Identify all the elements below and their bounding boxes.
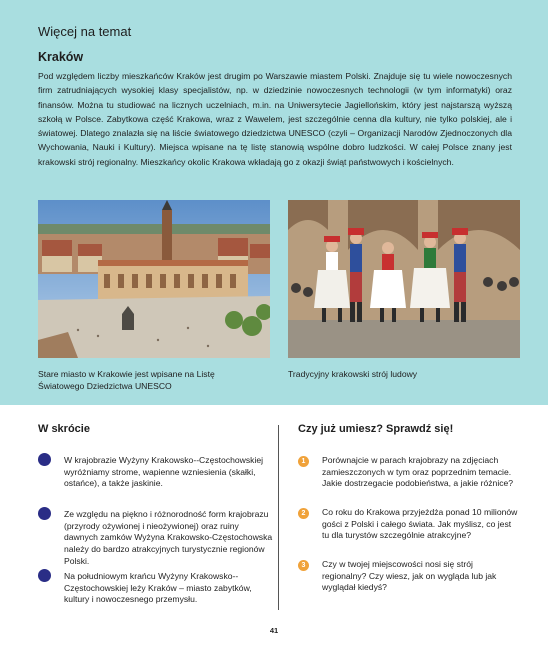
quiz-question: Czy w twojej miejscowości nosi się strój regionalny? Czy wiesz, jak on wygląda lub jak wyglądał kiedyś? (322, 559, 497, 593)
question-number-badge: 3 (298, 560, 309, 571)
summary-title: W skrócie (38, 423, 90, 435)
summary-item: W krajobrazie Wyżyny Krakowsko--Częstochowskiej wyróżniamy strome, wapienne wzniesienia (skałki, ostańce), a także jaskinie. (64, 455, 264, 489)
summary-item: Na południowym krańcu Wyżyny Krakowsko--Częstochowskiej leży Kraków – miasto zabytków, kultury i nowoczesnego przemysłu. (64, 571, 252, 605)
bullet-dot-icon (38, 569, 51, 582)
page-number: 41 (269, 626, 279, 635)
bullet-dot-icon (38, 453, 51, 466)
krakow-old-town-photo (38, 200, 270, 358)
folk-costume-photo (288, 200, 520, 358)
section-title: Więcej na temat (38, 24, 132, 39)
photo-caption-old-town: Stare miasto w Krakowie jest wpisane na Listę Światowego Dziedzictwa UNESCO (38, 369, 215, 391)
photo-caption-folk-costume: Tradycyjny krakowski strój ludowy (288, 369, 418, 379)
article-text: Pod względem liczby mieszkańców Kraków jest drugim po Warszawie miastem Polski. Znajduje się tu wiele nowoczesnych firm zatrudniających wysokiej klasy specjalistów, np. w dziedzinie nowoczesnych technologii (w tym informatyki) oraz finansów. Można tu studiować na licznych uczelniach, m.in. na Uniwersytecie Jagiellońskim, który jest najstarszą wyższą szkołą w Polsce. Zabytkowa część Krakowa, wraz z Wawelem, jest szczególnie cenna dla kultury, nie tylko polskiej, ale i światowej. Dlatego znalazła się na liście światowego dziedzictwa UNESCO (czyli – Organizacji Narodów Zjednoczonych dla Wychowania, Nauki i Kultury). Miejsca wpisane na tę listę stanowią wspólne dobro ludzkości. W całej Polsce znany jest krakowski strój regionalny. Mieszkańcy okolic Krakowa wkładają go z okazji świąt państwowych i kościelnych. (38, 71, 512, 167)
question-number-badge: 1 (298, 456, 309, 467)
summary-item: Ze względu na piękno i różnorodność form krajobrazu (przyrody ożywionej i nieożywionej) oraz ruiny dawnych zamków Wyżyna Krakowsko-Częstochowska należy do bardzo atrakcyjnych turystycznie regionów Polski. (64, 509, 273, 566)
question-number-badge: 2 (298, 508, 309, 519)
quiz-question: Co roku do Krakowa przyjeżdża ponad 10 milionów gości z Polski i całego świata. Jak myślisz, co jest tu dla turystów szczególnie atrakcyjne? (322, 507, 518, 541)
quiz-title: Czy już umiesz? Sprawdź się! (298, 423, 454, 435)
city-heading: Kraków (38, 50, 84, 64)
quiz-question: Porównajcie w parach krajobrazy na zdjęciach zamieszczonych w tym oraz poprzednim temacie. Jakie dostrzegacie podobieństwa, a jakie różnice? (322, 455, 514, 489)
bullet-dot-icon (38, 507, 51, 520)
column-divider (278, 425, 279, 610)
